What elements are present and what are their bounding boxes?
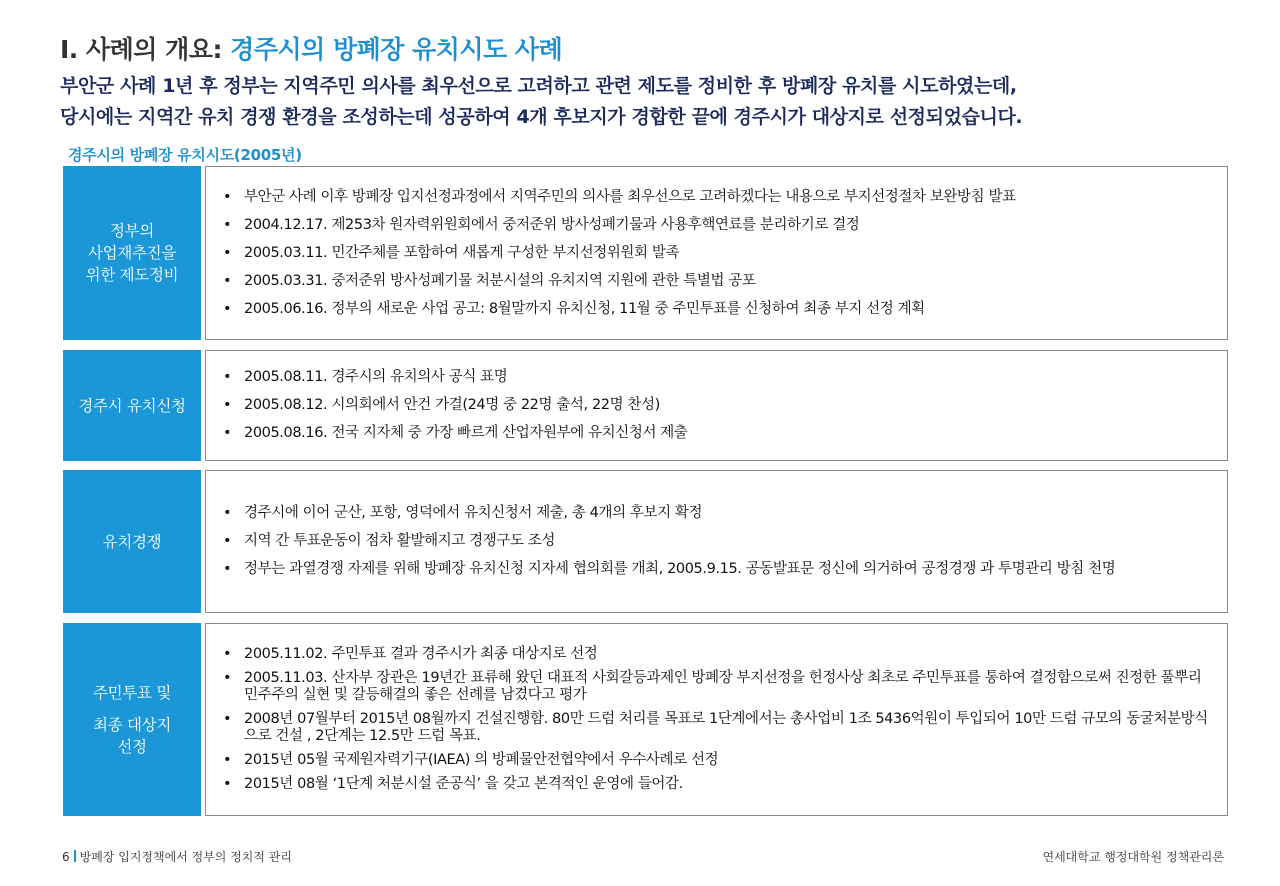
bullet-item: • 2004.12.17. 제253차 원자력위원회에서 중저준위 방사성폐기물과 사용후핵연료를 분리하기로 결정 bbox=[218, 216, 1217, 235]
bullet-item: • 2015년 08월 ‘1단계 처분시설 준공식’ 을 갖고 본격적인 운영에 들어감. bbox=[218, 776, 1217, 793]
bullet-item: • 2005.11.02. 주민투표 결과 경주시가 최종 대상지로 선정 bbox=[218, 646, 1217, 663]
title-accent: 경주시의 방폐장 유치시도 사례 bbox=[230, 35, 563, 64]
bullet-item: • 지역 간 투표운동이 점차 활발해지고 경쟁구도 조성 bbox=[218, 532, 1217, 551]
row-label-line: 선정 bbox=[117, 737, 147, 756]
title-prefix: I. 사례의 개요: bbox=[60, 35, 231, 64]
bullet-item: • 2005.08.16. 전국 지자체 중 가장 빠르게 산업자원부에 유치신청서 제출 bbox=[218, 424, 1217, 443]
timeline-row-referendum-selection bbox=[63, 623, 1228, 816]
bullet-item: • 부안군 사례 이후 방폐장 입지선정과정에서 지역주민의 의사를 최우선으로 고려하겠다는 내용으로 부지선정절차 보완방침 발표 bbox=[218, 188, 1217, 207]
bullet-list bbox=[218, 368, 1217, 443]
bullet-item: • 2005.03.11. 민간주체를 포함하여 새롭게 구성한 부지선정위원회 발족 bbox=[218, 244, 1217, 263]
timeline-row-gyeongju-application bbox=[63, 350, 1228, 461]
bullet-item: • 2005.06.16. 정부의 새로운 사업 공고: 8월말까지 유치신청, 11월 중 주민투표를 신청하여 최종 부지 선정 계획 bbox=[218, 300, 1217, 319]
bullet-list bbox=[218, 504, 1217, 579]
section-caption: 경주시의 방폐장 유치시도(2005년) bbox=[68, 146, 302, 164]
bullet-item: • 2005.11.03. 산자부 장관은 19년간 표류해 왔던 대표적 사회갈등과제인 방폐장 부지선정을 헌정사상 최초로 주민투표를 통하여 결정함으로써 진정한 풀뿌리 민주주의 실현 및 갈등해결의 좋은 선례를 남겼다고 평가 bbox=[218, 670, 1217, 704]
row-label-box bbox=[63, 470, 201, 613]
footer-course-name: 연세대학교 행정대학원 정책관리론 bbox=[1042, 850, 1224, 864]
page-title bbox=[60, 30, 562, 66]
row-label-line: 사업재추진을 bbox=[87, 244, 177, 262]
bullet-item: • 2005.08.11. 경주시의 유치의사 공식 표명 bbox=[218, 368, 1217, 387]
row-label-line: 최종 대상지 bbox=[93, 715, 171, 734]
footer-left bbox=[62, 848, 292, 865]
timeline-row-institutional-reform bbox=[63, 166, 1228, 340]
subtitle-line-1: 부안군 사례 1년 후 정부는 지역주민 의사를 최우선으로 고려하고 관련 제도를 정비한 후 방폐장 유치를 시도하였는데, bbox=[60, 75, 1017, 97]
row-label-box bbox=[63, 166, 201, 340]
row-label-line: 정부의 bbox=[109, 222, 155, 240]
row-content-box bbox=[205, 470, 1228, 613]
page-subtitle bbox=[60, 71, 1240, 133]
row-content-box bbox=[205, 166, 1228, 340]
footer-document-title: 방폐장 입지정책에서 정부의 정치적 관리 bbox=[79, 850, 292, 864]
row-content-box bbox=[205, 350, 1228, 461]
row-label-box bbox=[63, 623, 201, 816]
row-content-box bbox=[205, 623, 1228, 816]
row-label-line: 유치경쟁 bbox=[102, 532, 162, 551]
timeline-row-competition bbox=[63, 470, 1228, 613]
row-label-line: 주민투표 및 bbox=[93, 683, 171, 702]
footer-divider bbox=[74, 850, 76, 862]
row-label-line: 위한 제도정비 bbox=[85, 266, 179, 284]
bullet-item: • 2015년 05월 국제원자력기구(IAEA) 의 방폐물안전협약에서 우수사례로 선정 bbox=[218, 752, 1217, 769]
bullet-item: • 정부는 과열경쟁 자제를 위해 방폐장 유치신청 지자세 협의회를 개최, 2005.9.15. 공동발표문 정신에 의거하여 공정경쟁 과 투명관리 방침 천명 bbox=[218, 560, 1217, 579]
bullet-list bbox=[218, 188, 1217, 319]
bullet-item: • 2008년 07월부터 2015년 08월까지 건설진행함. 80만 드럼 처리를 목표로 1단계에서는 총사업비 1조 5436억원이 투입되어 10만 드럼 규모의 동굴처분방식으로 건설 , 2단계는 12.5만 드럼 목표. bbox=[218, 711, 1217, 745]
row-label-line: 경주시 유치신청 bbox=[78, 396, 186, 415]
subtitle-line-2: 당시에는 지역간 유치 경쟁 환경을 조성하는데 성공하여 4개 후보지가 경합한 끝에 경주시가 대상지로 선정되었습니다. bbox=[60, 106, 1023, 128]
bullet-item: • 2005.08.12. 시의회에서 안건 가결(24명 중 22명 출석, 22명 찬성) bbox=[218, 396, 1217, 415]
row-label-box bbox=[63, 350, 201, 461]
bullet-item: • 2005.03.31. 중저준위 방사성폐기물 처분시설의 유치지역 지원에 관한 특별법 공포 bbox=[218, 272, 1217, 291]
page-number: 6 bbox=[62, 850, 70, 864]
bullet-item: • 경주시에 이어 군산, 포항, 영덕에서 유치신청서 제출, 총 4개의 후보지 확정 bbox=[218, 504, 1217, 523]
bullet-list bbox=[218, 646, 1217, 793]
